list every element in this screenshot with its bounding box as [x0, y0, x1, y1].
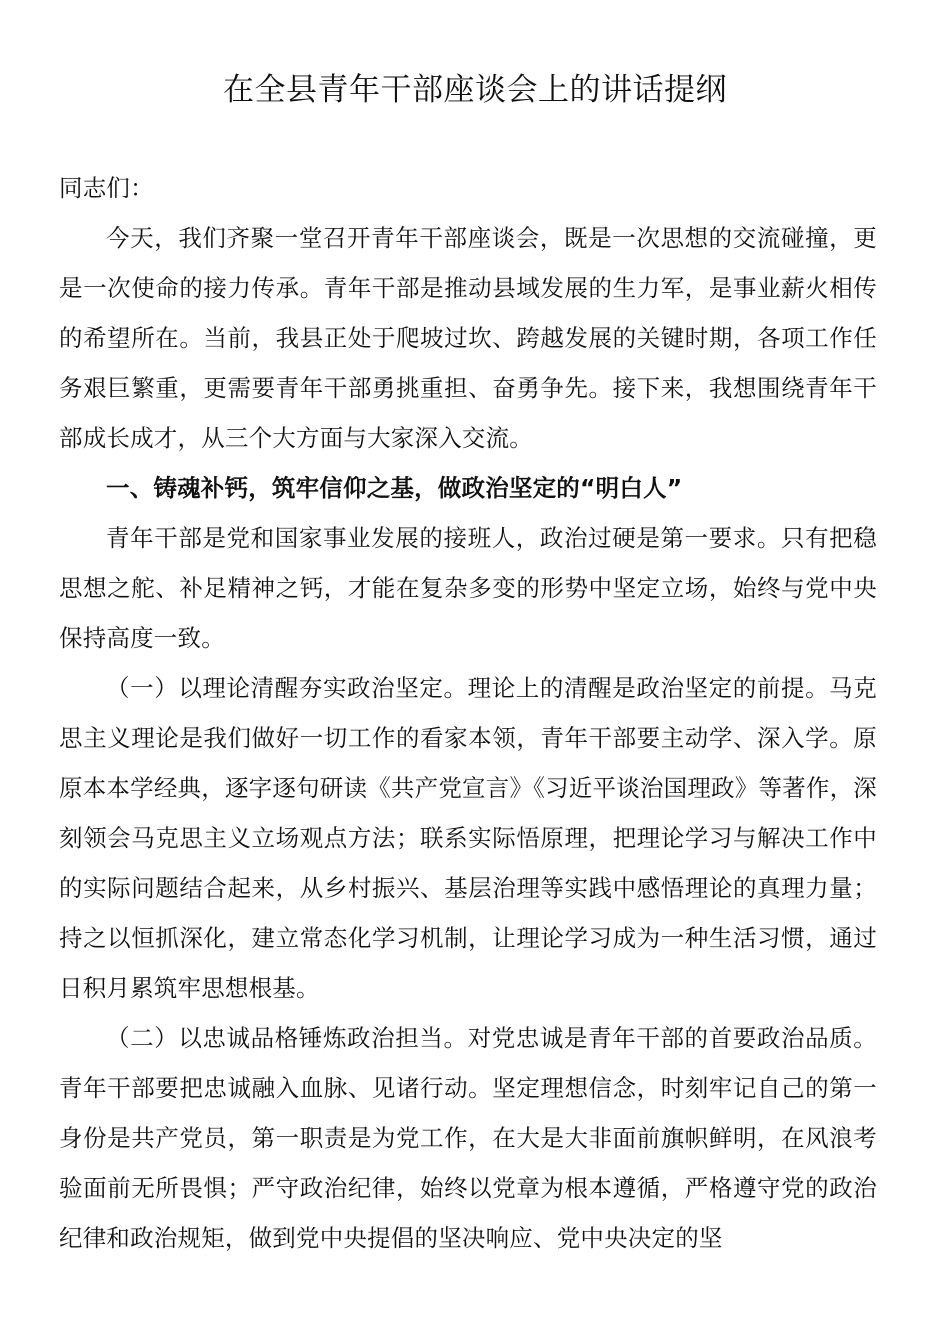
salutation: 同志们：	[59, 174, 154, 202]
paragraph-intro: 今天，我们齐聚一堂召开青年干部座谈会，既是一次思想的交流碰撞，更是一次使命的接力传承。青年干部是推动县域发展的生力军，是事业薪火相传的希望所在。当前，我县正处于爬坡过坎、跨越发展的关键时期，各项工作任务艰巨繁重，更需要青年干部勇挑重担、奋勇争先。接下来，我想围绕青年干部成长成才，从三个大方面与大家深入交流。	[59, 224, 877, 452]
paragraph-subsection-1: （一）以理论清醒夯实政治坚定。理论上的清醒是政治坚定的前提。马克思主义理论是我们做好一切工作的看家本领，青年干部要主动学、深入学。原原本本学经典，逐字逐句研读《共产党宣言》《习近平谈治国理政》等著作，深刻领会马克思主义立场观点方法；联系实际悟原理，把理论学习与解决工作中的实际问题结合起来，从乡村振兴、基层治理等实践中感悟理论的真理力量；持之以恒抓深化，建立常态化学习机制，让理论学习成为一种生活习惯，通过日积月累筑牢思想根基。	[59, 674, 877, 1002]
document-body	[59, 213, 877, 1263]
paragraph-section-1-intro: 青年干部是党和国家事业发展的接班人，政治过硬是第一要求。只有把稳思想之舵、补足精神之钙，才能在复杂多变的形势中坚定立场，始终与党中央保持高度一致。	[59, 524, 877, 652]
section-heading-1: 一、铸魂补钙，筑牢信仰之基，做政治坚定的“明白人”	[106, 474, 683, 502]
document-title: 在全县青年干部座谈会上的讲话提纲	[223, 72, 727, 108]
paragraph-subsection-2: （二）以忠诚品格锤炼政治担当。对党忠诚是青年干部的首要政治品质。青年干部要把忠诚融入血脉、见诸行动。坚定理想信念，时刻牢记自己的第一身份是共产党员，第一职责是为党工作，在大是大非面前旗帜鲜明，在风浪考验面前无所畏惧；严守政治纪律，始终以党章为根本遵循，严格遵守党的政治纪律和政治规矩，做到党中央提倡的坚决响应、党中央决定的坚	[59, 1024, 877, 1252]
